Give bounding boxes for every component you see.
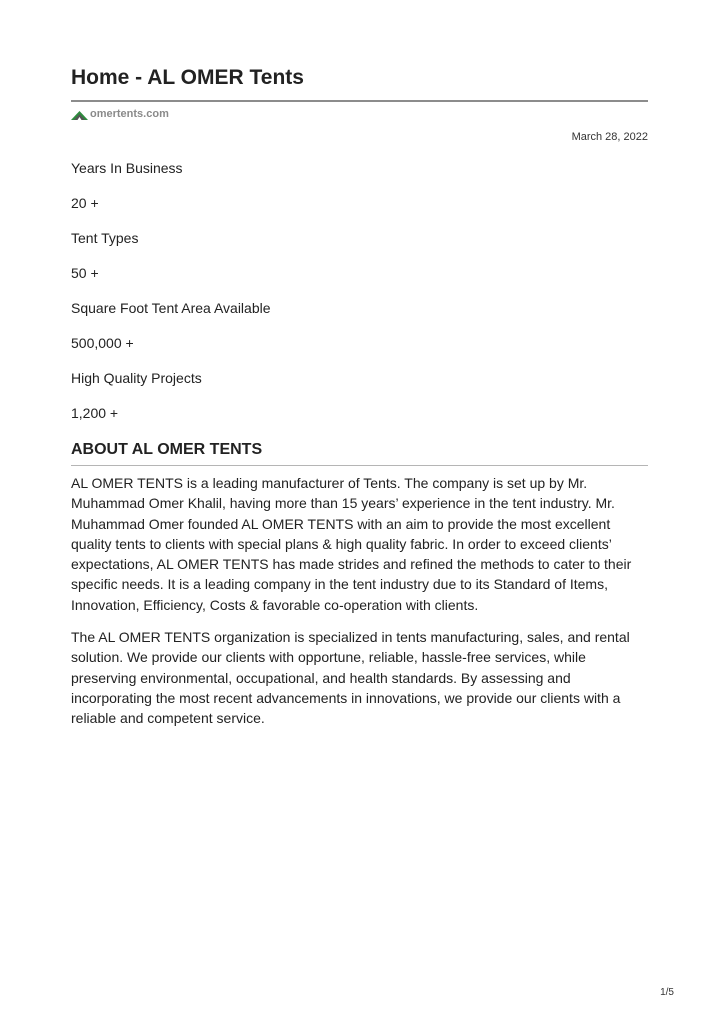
about-paragraph: The AL OMER TENTS organization is specialized in tents manufacturing, sales, and rental solution. We provide our clients with opportune, reliable, hassle-free services, while preserving environmental, occupational, and health standards. By assessing and incorporating the most recent advancements in innovations, we provide our clients with a reliable and competent service. [71,629,630,727]
stat-label: Years In Business [71,160,183,176]
page-title: Home - AL OMER Tents [71,66,304,89]
source-link[interactable] [71,107,169,121]
about-body [71,473,648,741]
section-divider [71,465,648,466]
about-heading: ABOUT AL OMER TENTS [71,441,263,458]
stat-value: 500,000 + [71,335,134,351]
page-number: 1/5 [660,987,674,998]
about-paragraph: AL OMER TENTS is a leading manufacturer of Tents. The company is set up by Mr. Muhammad Omer Khalil, having more than 15 years’ experience in the tent industry. Mr. Muhammad Omer founded AL OMER TENTS with an aim to provide the most excellent quality tents to clients with special plans & high quality fabric. In order to exceed clients’ expectations, AL OMER TENTS has made strides and refined the methods to cater to their specific needs. It is a leading company in the tent industry due to its Standard of Items, Innovation, Efficiency, Costs & favorable co-operation with clients. [71,475,632,613]
title-divider [71,100,648,102]
tent-logo-icon [71,108,88,120]
stat-label: High Quality Projects [71,370,202,386]
source-domain[interactable]: omertents.com [90,108,169,120]
stat-value: 50 + [71,265,99,281]
publish-date: March 28, 2022 [571,131,648,143]
stat-value: 20 + [71,195,99,211]
stat-label: Tent Types [71,230,139,246]
stat-value: 1,200 + [71,405,119,421]
stats-list [71,159,648,439]
stat-label: Square Foot Tent Area Available [71,300,271,316]
